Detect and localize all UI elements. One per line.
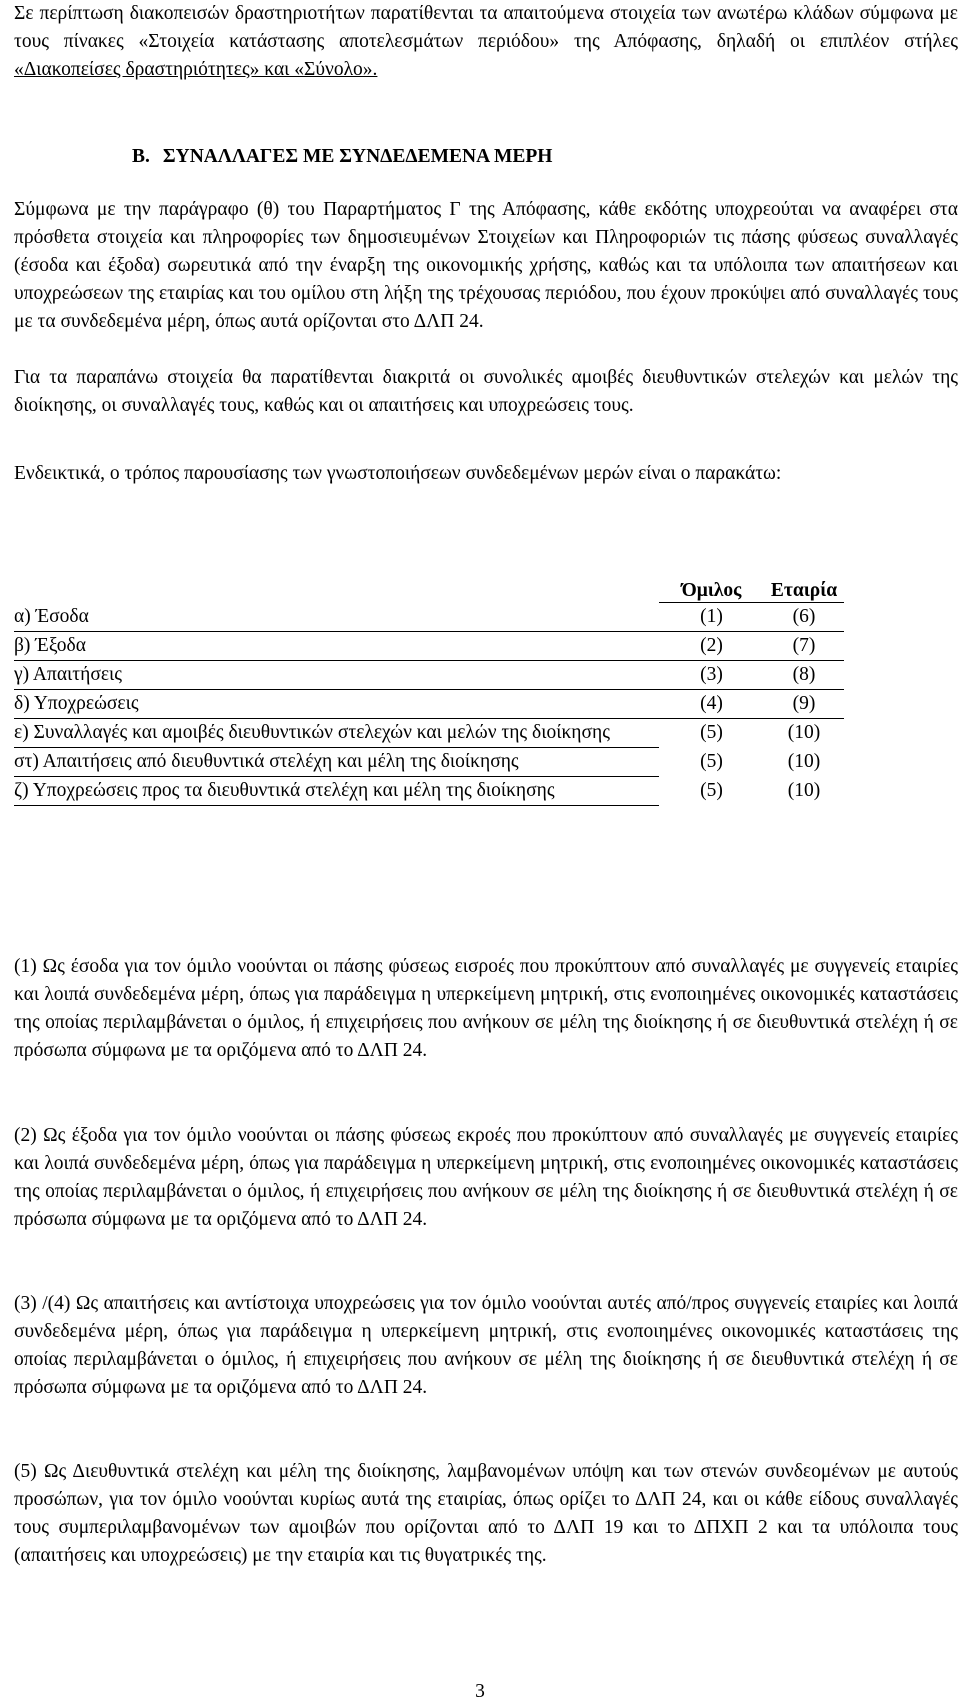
- row-company-value: (7): [764, 632, 844, 661]
- paragraph-presentation: Ενδεικτικά, ο τρόπος παρουσίασης των γνωστοποιήσεων συνδεδεμένων μερών είναι ο παρακάτω:: [14, 463, 782, 484]
- note-3-4: (3) /(4) Ως απαιτήσεις και αντίστοιχα υποχρεώσεις για τον όμιλο νοούνται αυτές από/προς συγγενείς εταιρίες και λοιπά συνδεδεμένα μέρη, όπως για παράδειγμα η υπερκείμενη μητρική, στις ενοποιημένες οικονομικές καταστάσεις της οποίας περιλαμβάνεται ο όμιλος, ή επιχειρήσεις που ανήκουν σε μέλη της διοίκησης ή σε διευθυντικά στελέχη ή σε πρόσωπα σύμφωνα με τα οριζόμενα από το ΔΛΠ 24.: [14, 1293, 958, 1398]
- table-row: [14, 777, 844, 806]
- section-title: ΣΥΝΑΛΛΑΓΕΣ ΜΕ ΣΥΝΔΕΔΕΜΕΝΑ ΜΕΡΗ: [162, 146, 553, 167]
- intro-underlined-text: «Διακοπείσες δραστηριότητες» και «Σύνολο».: [14, 59, 378, 80]
- row-company-value: (10): [787, 722, 821, 743]
- section-label: Β.: [132, 146, 150, 167]
- table-row: [14, 748, 844, 777]
- related-parties-table: [14, 572, 844, 806]
- row-company-value: (8): [764, 661, 844, 690]
- row-label: ζ) Υποχρεώσεις προς τα διευθυντικά στελέχη και μέλη της διοίκησης: [14, 777, 659, 806]
- row-label: ε) Συναλλαγές και αμοιβές διευθυντικών στελεχών και μελών της διοίκησης: [14, 719, 659, 748]
- table-row: [14, 719, 844, 748]
- row-company-value: (10): [787, 750, 821, 772]
- row-group-value: (5): [700, 750, 723, 772]
- row-label: α) Έσοδα: [14, 603, 659, 632]
- table-header-company: Εταιρία: [764, 572, 844, 603]
- table-row: [14, 632, 844, 661]
- row-group-value: (1): [659, 603, 764, 632]
- row-label: δ) Υποχρεώσεις: [14, 690, 659, 719]
- row-label: γ) Απαιτήσεις: [14, 661, 659, 690]
- row-group-value: (3): [659, 661, 764, 690]
- table-header-empty: [14, 572, 659, 603]
- row-label: στ) Απαιτήσεις από διευθυντικά στελέχη και μέλη της διοίκησης: [14, 748, 659, 777]
- table-header-group: Όμιλος: [659, 572, 764, 603]
- table-header-row: [14, 572, 844, 603]
- note-2: (2) Ως έξοδα για τον όμιλο νοούνται οι πάσης φύσεως εκροές που προκύπτουν από συναλλαγές με συγγενείς εταιρίες και λοιπά συνδεδεμένα μέρη, όπως για παράδειγμα η υπερκείμενη μητρική, στις ενοποιημένες οικονομικές καταστάσεις της οποίας περιλαμβάνεται ο όμιλος, ή επιχειρήσεις που ανήκουν σε μέλη της διοίκησης ή σε διευθυντικά στελέχη ή σε πρόσωπα σύμφωνα με τα οριζόμενα από το ΔΛΠ 24.: [14, 1125, 958, 1230]
- intro-text: Σε περίπτωση διακοπεισών δραστηριοτήτων παρατίθενται τα απαιτούμενα στοιχεία των ανωτέρω κλάδων σύμφωνα με τους πίνακες «Στοιχεία κατάστασης αποτελεσμάτων περιόδου» της Απόφασης, δηλαδή οι επιπλέον στήλες: [14, 3, 958, 52]
- table-row: [14, 603, 844, 632]
- note-1: (1) Ως έσοδα για τον όμιλο νοούνται οι πάσης φύσεως εισροές που προκύπτουν από συναλλαγές με συγγενείς εταιρίες και λοιπά συνδεδεμένα μέρη, όπως για παράδειγμα η υπερκείμενη μητρική, στις ενοποιημένες οικονομικές καταστάσεις της οποίας περιλαμβάνεται ο όμιλος, ή επιχειρήσεις που ανήκουν σε μέλη της διοίκησης ή σε διευθυντικά στελέχη ή σε πρόσωπα σύμφωνα με τα οριζόμενα από το ΔΛΠ 24.: [14, 956, 958, 1061]
- row-group-value: (4): [659, 690, 764, 719]
- paragraph-remuneration: Για τα παραπάνω στοιχεία θα παρατίθενται διακριτά οι συνολικές αμοιβές διευθυντικών στελεχών και μελών της διοίκησης, οι συναλλαγές τους, καθώς και οι απαιτήσεις και υποχρεώσεις τους.: [14, 367, 958, 416]
- table-row: [14, 690, 844, 719]
- row-company-value: (10): [787, 779, 821, 801]
- row-company-value: (6): [764, 603, 844, 632]
- intro-paragraph: [14, 0, 958, 84]
- row-group-value: (5): [700, 722, 723, 743]
- table-row: [14, 661, 844, 690]
- row-group-value: (2): [659, 632, 764, 661]
- row-company-value: (9): [764, 690, 844, 719]
- row-group-value: (5): [700, 779, 723, 801]
- paragraph-related-parties: Σύμφωνα με την παράγραφο (θ) του Παραρτήματος Γ της Απόφασης, κάθε εκδότης υποχρεούται να αναφέρει στα πρόσθετα στοιχεία και πληροφορίες των δημοσιευμένων Στοιχείων και Πληροφοριών τις πάσης φύσεως συναλλαγές (έσοδα και έξοδα) σωρευτικά από την έναρξη της οικονομικής χρήσης, καθώς και τα υπόλοιπα των απαιτήσεων και υποχρεώσεων της εταιρίας και του ομίλου στη λήξη της τρέχουσας περιόδου, που έχουν προκύψει από συναλλαγές τους με τα συνδεδεμένα μέρη, όπως αυτά ορίζονται στο ΔΛΠ 24.: [14, 199, 958, 332]
- section-heading: [132, 143, 552, 171]
- row-label: β) Έξοδα: [14, 632, 659, 661]
- note-5: (5) Ως Διευθυντικά στελέχη και μέλη της διοίκησης, λαμβανομένων υπόψη και των στενών συνδεομένων με αυτούς προσώπων, για τον όμιλο νοούνται κυρίως αυτά της εταιρίας, όπως ορίζει το ΔΛΠ 24, και οι κάθε είδους συναλλαγές τους συμπεριλαμβανομένων των αμοιβών που ορίζονται από το ΔΛΠ 19 και το ΔΠΧΠ 2 και τα υπόλοιπα τους (απαιτήσεις και υποχρεώσεις) με την εταιρία και τις θυγατρικές της.: [14, 1461, 958, 1566]
- page-number: 3: [475, 1681, 485, 1702]
